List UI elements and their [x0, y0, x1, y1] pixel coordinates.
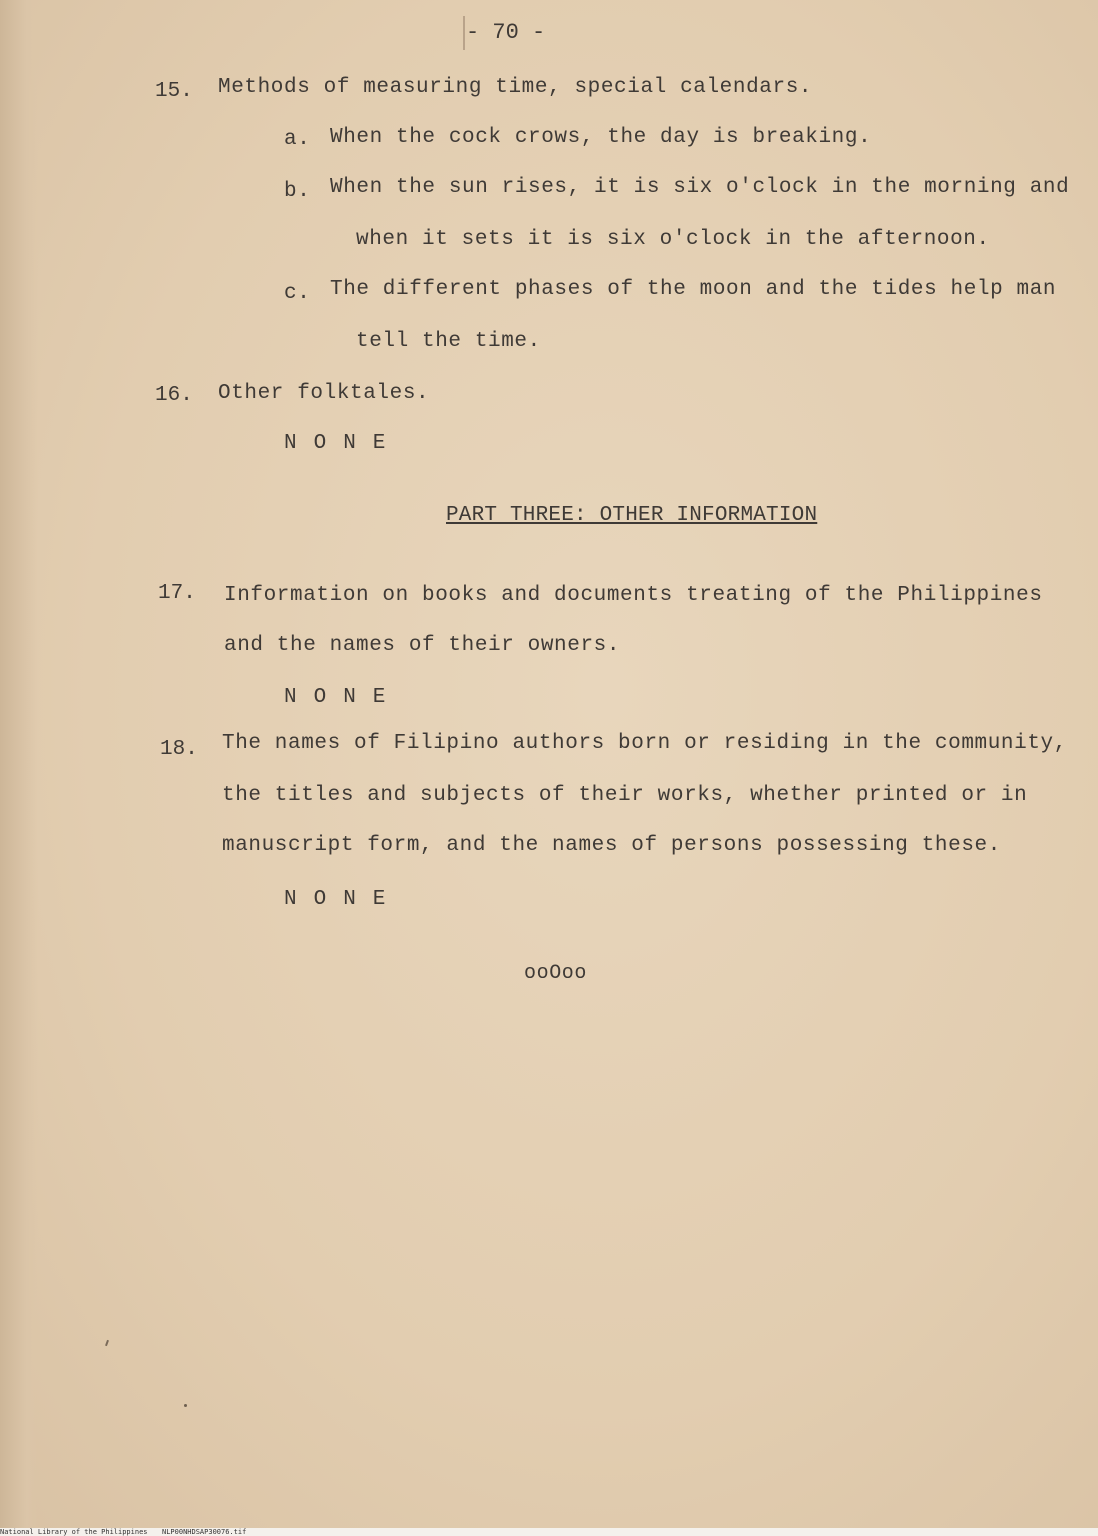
section-heading: PART THREE: OTHER INFORMATION — [446, 504, 818, 527]
item-16-line-1: Other folktales. — [218, 382, 430, 405]
footer-right: NLP00NHDSAP30076.tif — [162, 1528, 247, 1536]
item-17-line-1: Information on books and documents treating of the Philippines — [224, 584, 1043, 607]
subitem-c-line-1: The different phases of the moon and the tides help man — [330, 278, 1057, 301]
paper-speck — [184, 1404, 187, 1407]
subitem-c-letter: c. — [284, 282, 311, 305]
page-number: - 70 - — [466, 20, 546, 45]
item-number-15: 15. — [155, 80, 193, 103]
subitem-b-letter: b. — [284, 180, 311, 203]
item-number-18: 18. — [160, 738, 198, 761]
item-18-line-2: the titles and subjects of their works, whether printed or in — [222, 784, 1028, 807]
binding-shadow — [0, 0, 38, 1528]
item-18-line-1: The names of Filipino authors born or residing in the community, — [222, 732, 1067, 755]
none-label-17: NONE — [284, 686, 403, 709]
end-mark: ooOoo — [524, 962, 588, 985]
footer-left: National Library of the Philippines — [0, 1528, 148, 1536]
item-17-line-2: and the names of their owners. — [224, 634, 621, 657]
scan-footer — [0, 1528, 1098, 1536]
subitem-a-letter: a. — [284, 128, 311, 151]
subitem-a-line-1: When the cock crows, the day is breaking. — [330, 126, 872, 149]
none-label-16: NONE — [284, 432, 403, 455]
item-number-17: 17. — [158, 582, 196, 605]
none-label-18: NONE — [284, 888, 403, 911]
subitem-b-line-2: when it sets it is six o'clock in the afternoon. — [356, 228, 990, 251]
page-number-mark — [463, 16, 465, 50]
item-15-line-1: Methods of measuring time, special calendars. — [218, 76, 813, 99]
paper-speck — [105, 1340, 109, 1346]
subitem-c-line-2: tell the time. — [356, 330, 541, 353]
subitem-b-line-1: When the sun rises, it is six o'clock in the morning and — [330, 176, 1070, 199]
item-18-line-3: manuscript form, and the names of persons possessing these. — [222, 834, 1001, 857]
item-number-16: 16. — [155, 384, 193, 407]
